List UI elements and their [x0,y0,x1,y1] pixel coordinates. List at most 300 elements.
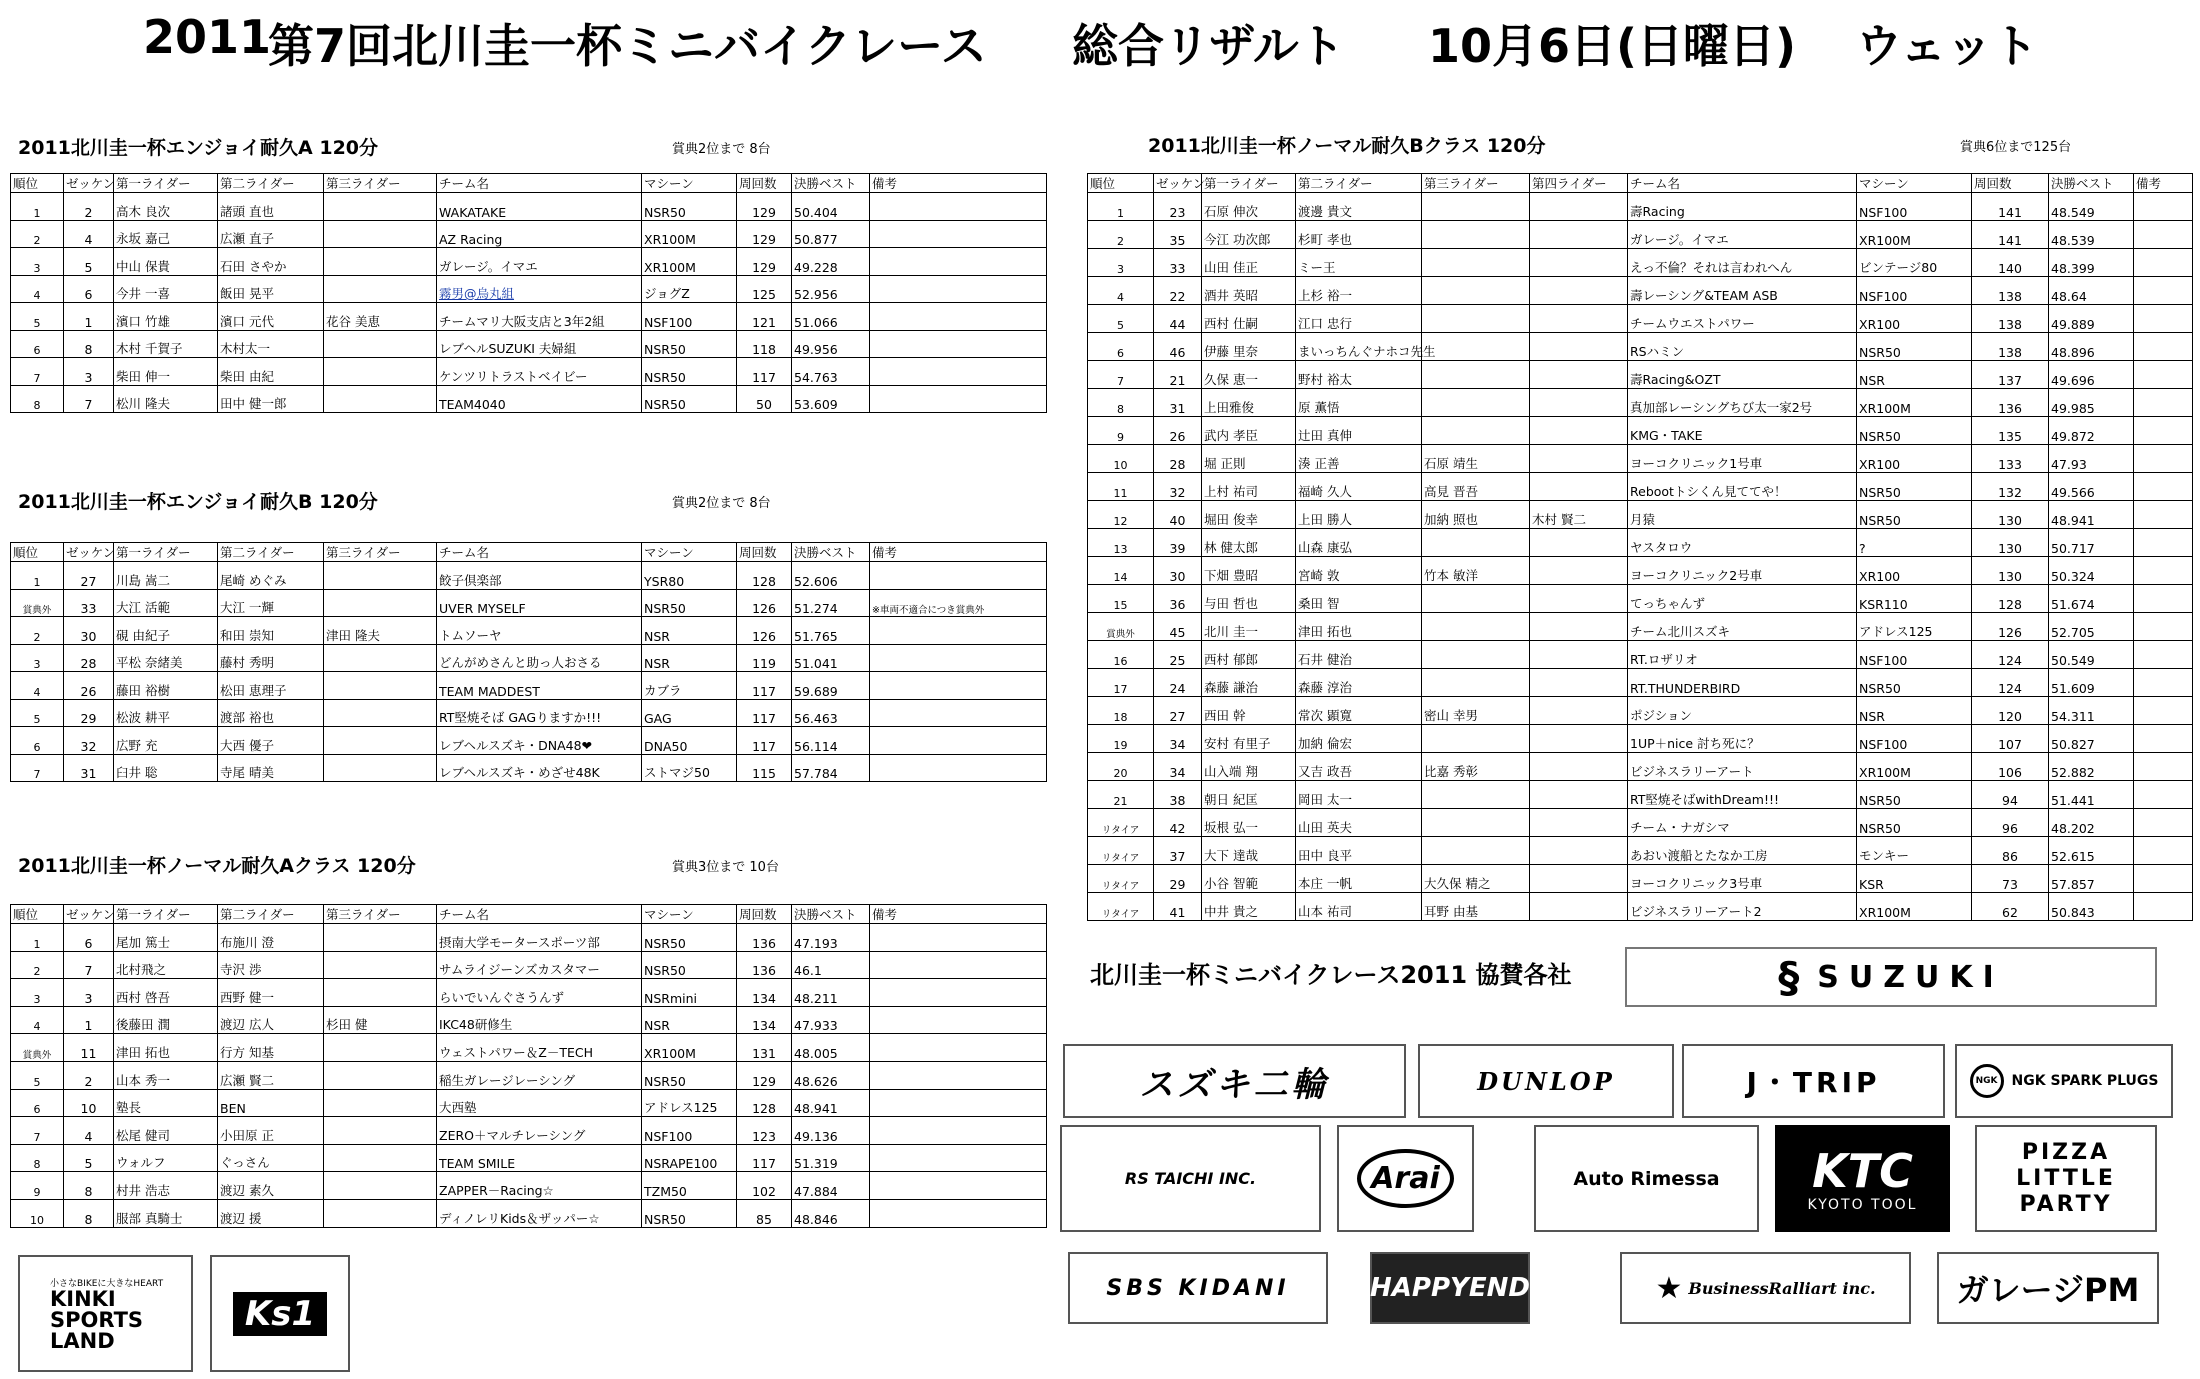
column-header-team: チーム名 [1628,174,1857,193]
cell-machine: XR100M [1857,753,1972,781]
cell-r4 [1530,865,1628,893]
cell-num: 10 [64,1089,114,1117]
cell-note [870,1199,1047,1227]
cell-laps: 107 [1972,725,2049,753]
cell-num: 26 [1154,417,1202,445]
cell-best: 49.889 [2049,305,2134,333]
cell-team: TEAM SMILE [437,1144,642,1172]
cell-r3 [324,754,437,782]
cell-machine: NSR50 [642,1061,737,1089]
garagepm-text: ガレージPM [1956,1271,2140,1309]
cell-r3 [324,220,437,248]
cell-r3: 高見 晋吾 [1422,473,1530,501]
cell-team: 大西塾 [437,1089,642,1117]
cell-best: 52.606 [792,562,870,590]
cell-note [870,1061,1047,1089]
cell-num: 25 [1154,641,1202,669]
cell-laps: 138 [1972,277,2049,305]
cell-note [2134,193,2193,221]
cell-machine: NSF100 [642,1117,737,1145]
cell-num: 6 [64,924,114,952]
table-row [11,727,1047,755]
column-header-r2: 第二ライダー [218,174,324,193]
cell-r3 [1422,277,1530,305]
cell-num: 30 [64,617,114,645]
table-row [11,303,1047,331]
suzuki-logo [1625,947,2157,1007]
cell-r3: 竹本 敏洋 [1422,557,1530,585]
cell-laps: 128 [737,562,792,590]
cell-note [2134,501,2193,529]
cell-note [2134,809,2193,837]
cell-r2: 飯田 晃平 [218,275,324,303]
table-row [11,644,1047,672]
cell-r3 [1422,221,1530,249]
cell-r2: 加納 倫宏 [1296,725,1422,753]
column-header-r3: 第三ライダー [324,174,437,193]
cell-note [2134,305,2193,333]
cell-machine: NSF100 [1857,277,1972,305]
column-header-pos: 順位 [11,905,64,924]
cell-r1: 尾加 篤士 [114,924,218,952]
cell-pos: 6 [11,727,64,755]
table-row [1088,613,2193,641]
cell-machine: ストマジ50 [642,754,737,782]
cell-laps: 117 [737,358,792,386]
cell-team: チーム北川スズキ [1628,613,1857,641]
cell-r3: 密山 幸男 [1422,697,1530,725]
cell-best: 51.066 [792,303,870,331]
cell-num: 42 [1154,809,1202,837]
cell-best: 47.193 [792,924,870,952]
table-row [11,979,1047,1007]
cell-pos: 17 [1088,669,1154,697]
table-row [1088,249,2193,277]
cell-team: 稲生ガレージレーシング [437,1061,642,1089]
cell-laps: 138 [1972,333,2049,361]
cell-r1: 松波 耕平 [114,699,218,727]
kinki-sub-text: 小さなBIKEに大きなHEART [50,1278,164,1289]
cell-laps: 133 [1972,445,2049,473]
suzuki-s-icon: § [1778,952,1800,1002]
table-row [1088,865,2193,893]
cell-laps: 128 [737,1089,792,1117]
cell-note [2134,557,2193,585]
cell-r4 [1530,473,1628,501]
cell-team: IKC48研修生 [437,1006,642,1034]
cell-r2: 石田 さやか [218,248,324,276]
column-header-pos: 順位 [11,543,64,562]
cell-r2: 宮崎 敦 [1296,557,1422,585]
cell-r1: 下畑 豊昭 [1202,557,1296,585]
column-header-laps: 周回数 [1972,174,2049,193]
cell-laps: 120 [1972,697,2049,725]
cell-pos: 7 [11,358,64,386]
cell-best: 57.784 [792,754,870,782]
cell-r1: 柴田 伸一 [114,358,218,386]
cell-num: 4 [64,1117,114,1145]
cell-machine: モンキー [1857,837,1972,865]
table-row [1088,501,2193,529]
cell-laps: 136 [737,924,792,952]
cell-team: 摂南大学モータースポーツ部 [437,924,642,952]
cell-pos: 7 [11,754,64,782]
cell-r1: 大下 達哉 [1202,837,1296,865]
table-row [11,672,1047,700]
page-title [0,10,2200,73]
cell-pos: 7 [11,1117,64,1145]
bra-text: BusinessRalliart inc. [1688,1278,1876,1298]
cell-note [870,1034,1047,1062]
cell-best: 48.941 [792,1089,870,1117]
table-row [11,358,1047,386]
cell-pos: 2 [11,220,64,248]
cell-num: 31 [1154,389,1202,417]
cell-r4 [1530,557,1628,585]
cell-note [870,924,1047,952]
cell-r2: 山本 祐司 [1296,893,1422,921]
cell-r1: 大江 活範 [114,589,218,617]
cell-num: 2 [64,193,114,221]
cell-laps: 136 [1972,389,2049,417]
cell-machine: NSR50 [642,385,737,413]
cell-machine: NSR50 [1857,501,1972,529]
cell-laps: 50 [737,385,792,413]
cell-note [2134,697,2193,725]
cell-note [870,248,1047,276]
cell-team: KMG・TAKE [1628,417,1857,445]
jtrip-logo [1682,1044,1945,1118]
cell-r1: 中山 保貴 [114,248,218,276]
cell-laps: 96 [1972,809,2049,837]
cell-pos: 2 [11,617,64,645]
cell-r3 [324,1117,437,1145]
cell-pos: 3 [11,979,64,1007]
table-row [11,275,1047,303]
cell-num: 33 [1154,249,1202,277]
cell-team: 壽レーシング&TEAM ASB [1628,277,1857,305]
cell-laps: 129 [737,220,792,248]
cell-note [870,727,1047,755]
cell-team: ガレージ。イマエ [1628,221,1857,249]
cell-best: 48.399 [2049,249,2134,277]
cell-note [870,617,1047,645]
cell-r3 [1422,809,1530,837]
cell-num: 34 [1154,725,1202,753]
cell-laps: 130 [1972,529,2049,557]
cell-team: 餃子倶楽部 [437,562,642,590]
cell-r2: 原 薫悟 [1296,389,1422,417]
cell-laps: 125 [737,275,792,303]
cell-r2: 和田 崇知 [218,617,324,645]
cell-best: 50.877 [792,220,870,248]
cell-r2: 本庄 一帆 [1296,865,1422,893]
cell-r1: 濱口 竹雄 [114,303,218,331]
cell-best: 52.705 [2049,613,2134,641]
suzuki-text: SUZUKI [1817,959,2004,995]
column-header-laps: 周回数 [737,174,792,193]
cell-r1: 西村 郁郎 [1202,641,1296,669]
cell-r3: 加納 照也 [1422,501,1530,529]
cell-num: 11 [64,1034,114,1062]
section-title-enjoy-a: 2011北川圭一杯エンジョイ耐久A 120分 [18,137,379,159]
cell-note [2134,277,2193,305]
cell-best: 52.882 [2049,753,2134,781]
cell-r1: 川島 嵩二 [114,562,218,590]
cell-best: 51.674 [2049,585,2134,613]
column-header-num: ゼッケン [64,543,114,562]
cell-r1: 酒井 英昭 [1202,277,1296,305]
column-header-r1: 第一ライダー [1202,174,1296,193]
cell-num: 21 [1154,361,1202,389]
cell-machine: アドレス125 [1857,613,1972,641]
cell-machine: XR100 [1857,445,1972,473]
cell-r2: 野村 裕太 [1296,361,1422,389]
ngk-text: NGK SPARK PLUGS [2011,1073,2159,1089]
section-title-normal-b: 2011北川圭一杯ノーマル耐久Bクラス 120分 [1148,135,1546,157]
cell-num: 27 [64,562,114,590]
cell-laps: 102 [737,1172,792,1200]
cell-r3 [324,358,437,386]
column-header-r2: 第二ライダー [218,905,324,924]
cell-team: 月猿 [1628,501,1857,529]
column-header-pos: 順位 [1088,174,1154,193]
cell-machine: カブラ [642,672,737,700]
cell-best: 59.689 [792,672,870,700]
table-row [1088,417,2193,445]
cell-pos: リタイア [1088,809,1154,837]
cell-laps: 138 [1972,305,2049,333]
cell-pos: 1 [11,924,64,952]
cell-r3 [1422,249,1530,277]
cell-r3 [1422,641,1530,669]
table-row [1088,837,2193,865]
column-header-num: ゼッケン [1154,174,1202,193]
cell-num: 5 [64,1144,114,1172]
cell-num: 8 [64,1199,114,1227]
cell-r2: 桑田 智 [1296,585,1422,613]
cell-num: 34 [1154,753,1202,781]
cell-machine: NSR50 [642,589,737,617]
cell-note [870,1172,1047,1200]
cell-num: 44 [1154,305,1202,333]
column-header-team: チーム名 [437,543,642,562]
cell-machine: NSR50 [1857,417,1972,445]
cell-num: 26 [64,672,114,700]
cell-r1: 塾長 [114,1089,218,1117]
cell-r2: 渡辺 素久 [218,1172,324,1200]
cell-team: ケンツリトラストベイビー [437,358,642,386]
cell-machine: XR100 [1857,557,1972,585]
cell-r1: 伊藤 里奈 [1202,333,1296,361]
column-header-best: 決勝ベスト [792,905,870,924]
cell-laps: 124 [1972,641,2049,669]
cell-pos: リタイア [1088,865,1154,893]
column-header-r3: 第三ライダー [324,905,437,924]
table-row [1088,333,2193,361]
cell-r1: 今井 一喜 [114,275,218,303]
section-note-enjoy-a: 賞典2位まで 8台 [672,142,771,157]
cell-r1: 安村 有里子 [1202,725,1296,753]
cell-machine: NSR50 [642,330,737,358]
cell-r3 [324,727,437,755]
kinki-sports-land-logo [18,1255,193,1372]
cell-laps: 134 [737,1006,792,1034]
cell-pos: 10 [11,1199,64,1227]
cell-team: RSハミン [1628,333,1857,361]
cell-num: 46 [1154,333,1202,361]
cell-r3 [1422,193,1530,221]
cell-machine: NSRAPE100 [642,1144,737,1172]
rstaichi-logo [1060,1125,1321,1232]
column-header-team: チーム名 [437,905,642,924]
table-row [1088,277,2193,305]
cell-r4 [1530,389,1628,417]
cell-note [2134,389,2193,417]
cell-pos: 1 [11,562,64,590]
cell-num: 29 [1154,865,1202,893]
cell-num: 32 [64,727,114,755]
cell-r3 [1422,529,1530,557]
section-note-normal-a: 賞典3位まで 10台 [672,860,779,875]
column-header-laps: 周回数 [737,905,792,924]
cell-pos: 16 [1088,641,1154,669]
cell-note [2134,725,2193,753]
cell-num: 23 [1154,193,1202,221]
cell-best: 51.765 [792,617,870,645]
cell-num: 28 [64,644,114,672]
cell-note [870,699,1047,727]
cell-r3 [324,924,437,952]
cell-r2: 小田原 正 [218,1117,324,1145]
cell-pos: 4 [1088,277,1154,305]
table-row [11,1172,1047,1200]
cell-r3 [324,589,437,617]
table-header-row [11,905,1047,924]
cell-machine: XR100M [1857,389,1972,417]
cell-num: 29 [64,699,114,727]
cell-pos: 9 [11,1172,64,1200]
pizza-little-party-logo [1975,1125,2157,1232]
cell-pos: 18 [1088,697,1154,725]
cell-r3: 花谷 美恵 [324,303,437,331]
cell-note [2134,641,2193,669]
cell-pos: 3 [11,248,64,276]
cell-machine: KSR [1857,865,1972,893]
cell-r4 [1530,249,1628,277]
cell-r4 [1530,837,1628,865]
table-row [1088,697,2193,725]
cell-laps: 134 [737,979,792,1007]
cell-machine: NSR [1857,361,1972,389]
cell-note [2134,669,2193,697]
cell-r1: 中井 貴之 [1202,893,1296,921]
cell-laps: 126 [737,589,792,617]
cell-laps: 130 [1972,501,2049,529]
cell-pos: 賞典外 [11,589,64,617]
cell-note [870,358,1047,386]
cell-r3 [1422,389,1530,417]
section-note-normal-b: 賞典6位まで125台 [1960,140,2072,155]
cell-r1: 永坂 嘉己 [114,220,218,248]
cell-r3 [324,951,437,979]
cell-best: 50.404 [792,193,870,221]
cell-team: あおい渡船とたなか工房 [1628,837,1857,865]
column-header-best: 決勝ベスト [792,174,870,193]
cell-r3: 耳野 由基 [1422,893,1530,921]
cell-team: ウェストパワー＆Z－TECH [437,1034,642,1062]
cell-machine: ジョグZ [642,275,737,303]
cell-r1: 後藤田 潤 [114,1006,218,1034]
cell-pos: 2 [1088,221,1154,249]
cell-laps: 124 [1972,669,2049,697]
cell-machine: NSR [642,644,737,672]
dunlop-logo [1418,1044,1674,1118]
cell-num: 41 [1154,893,1202,921]
cell-r2: 上田 勝人 [1296,501,1422,529]
team-link[interactable]: 霧男@烏丸組 [439,286,515,301]
table-row [1088,389,2193,417]
cell-best: 47.93 [2049,445,2134,473]
cell-r3 [1422,781,1530,809]
cell-r4 [1530,305,1628,333]
cell-r4 [1530,417,1628,445]
cell-best: 51.609 [2049,669,2134,697]
cell-pos: リタイア [1088,837,1154,865]
cell-team: ポジション [1628,697,1857,725]
cell-num: 22 [1154,277,1202,305]
cell-team: ZERO＋マルチレーシング [437,1117,642,1145]
happyend-logo [1370,1252,1530,1324]
cell-r4 [1530,753,1628,781]
cell-machine: NSR [642,617,737,645]
cell-best: 47.933 [792,1006,870,1034]
cell-r1: 松川 隆夫 [114,385,218,413]
results-table-normal-b [1087,173,2193,921]
cell-r2: 布施川 澄 [218,924,324,952]
cell-r4 [1530,277,1628,305]
cell-pos: 8 [11,1144,64,1172]
cell-r2: 柴田 由紀 [218,358,324,386]
cell-machine: ? [1857,529,1972,557]
cell-note [2134,221,2193,249]
cell-best: 49.228 [792,248,870,276]
cell-note [870,1006,1047,1034]
results-table-enjoy-b [10,542,1047,782]
cell-pos: 1 [1088,193,1154,221]
cell-machine: NSR50 [642,358,737,386]
cell-r2: 渡邊 貴文 [1296,193,1422,221]
arai-logo [1337,1125,1474,1232]
cell-r2: 江口 忠行 [1296,305,1422,333]
cell-note [2134,893,2193,921]
cell-r4: 木村 賢二 [1530,501,1628,529]
cell-laps: 106 [1972,753,2049,781]
cell-r1: 西村 啓吾 [114,979,218,1007]
cell-laps: 129 [737,1061,792,1089]
cell-note [870,951,1047,979]
cell-team: ガレージ。イマエ [437,248,642,276]
table-row [11,1034,1047,1062]
cell-team: WAKATAKE [437,193,642,221]
section-title-normal-a: 2011北川圭一杯ノーマル耐久Aクラス 120分 [18,855,416,877]
cell-note [870,644,1047,672]
cell-best: 49.985 [2049,389,2134,417]
cell-team: ヨーコクリニック3号車 [1628,865,1857,893]
cell-note [870,303,1047,331]
cell-pos: 11 [1088,473,1154,501]
table-row [1088,529,2193,557]
